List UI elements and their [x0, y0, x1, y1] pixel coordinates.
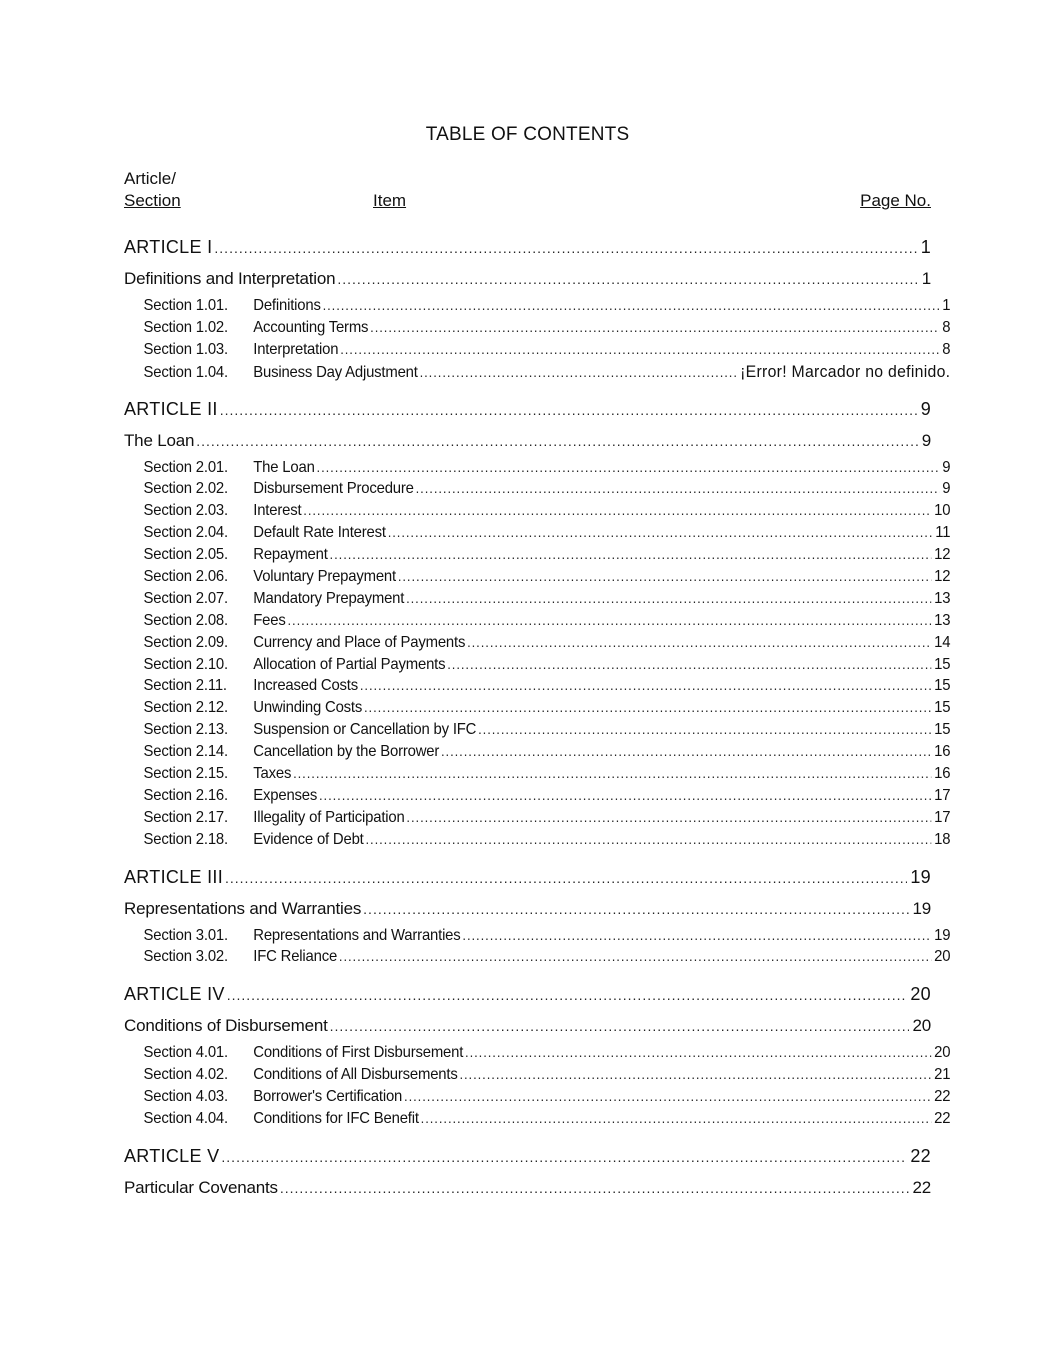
toc-page-number: 22: [910, 1145, 931, 1166]
toc-dot-leader: [404, 1086, 931, 1108]
toc-section-title: Conditions of All Disbursements: [253, 1066, 458, 1084]
toc-section-entry[interactable]: [124, 295, 950, 317]
column-header-page-no: Page No.: [860, 191, 931, 210]
toc-dot-leader: [467, 632, 931, 654]
toc-dot-leader: [280, 1172, 910, 1204]
toc-dot-leader: [330, 1010, 910, 1042]
toc-article-entry[interactable]: [124, 393, 931, 425]
toc-dot-leader: [465, 1042, 931, 1064]
toc-page-number: 1: [920, 237, 931, 257]
toc-section-entry[interactable]: [124, 1108, 950, 1130]
toc-dot-leader: [303, 500, 931, 522]
toc-section-entry[interactable]: [124, 632, 950, 654]
toc-section-title: Interest: [253, 502, 302, 520]
toc-dot-leader: [406, 807, 931, 829]
toc-section-title: Allocation of Partial Payments: [253, 655, 446, 673]
toc-page-number: 9: [920, 398, 931, 419]
toc-section-number: Section 4.04.: [143, 1110, 228, 1128]
toc-dot-leader: [398, 566, 932, 588]
toc-dot-leader: [196, 425, 918, 457]
toc-section-number: Section 2.02.: [143, 480, 228, 498]
toc-page-number: 16: [934, 743, 951, 761]
toc-section-title: Unwinding Costs: [253, 699, 363, 717]
toc-dot-leader: [323, 295, 940, 317]
toc-dot-leader: [364, 697, 931, 719]
toc-section-number: Section 2.08.: [143, 611, 228, 629]
toc-dot-leader: [441, 741, 931, 763]
toc-page-number: 1: [942, 297, 951, 314]
toc-page-number: 20: [910, 984, 931, 1005]
toc-section-number: Section 2.18.: [143, 830, 228, 848]
column-header-item: Item: [373, 191, 407, 210]
column-header-article: Article/: [124, 169, 176, 188]
toc-section-number: Section 2.14.: [143, 743, 228, 761]
table-of-contents: [124, 231, 951, 1204]
toc-section-entry[interactable]: [124, 522, 950, 544]
toc-dot-leader: [221, 1141, 907, 1172]
toc-dot-leader: [370, 317, 939, 339]
toc-section-entry[interactable]: [124, 829, 950, 851]
toc-section-number: Section 2.04.: [143, 524, 228, 542]
toc-section-title: Default Rate Interest: [253, 524, 386, 542]
toc-section-entry[interactable]: [124, 478, 950, 500]
toc-section-entry[interactable]: [124, 317, 950, 339]
toc-dot-leader: [447, 654, 931, 676]
toc-section-title: Illegality of Participation: [253, 808, 405, 826]
toc-section-title: Voluntary Prepayment: [253, 568, 396, 586]
toc-page-number: 1: [921, 269, 931, 288]
toc-section-number: Section 4.03.: [143, 1088, 228, 1106]
toc-article-heading: Representations and Warranties: [124, 898, 362, 918]
toc-section-title: Business Day Adjustment: [253, 363, 418, 381]
toc-section-number: Section 2.15.: [143, 765, 228, 783]
toc-section-title: IFC Reliance: [253, 948, 338, 966]
toc-dot-leader: [340, 339, 939, 361]
toc-article-entry[interactable]: [124, 1140, 931, 1172]
toc-section-number: Section 2.06.: [143, 568, 228, 586]
toc-section-number: Section 2.12.: [143, 699, 228, 717]
toc-page-number: 8: [942, 318, 951, 336]
toc-page-number: 17: [934, 808, 951, 826]
toc-section-number: Section 2.07.: [143, 589, 228, 607]
toc-article-heading-entry[interactable]: [124, 425, 931, 457]
toc-section-number: Section 2.05.: [143, 546, 228, 564]
toc-dot-leader: [220, 394, 918, 425]
toc-dot-leader: [214, 232, 917, 263]
page-title: TABLE OF CONTENTS: [425, 124, 630, 145]
toc-dot-leader: [459, 1064, 931, 1086]
toc-dot-leader: [339, 946, 931, 968]
toc-section-number: Section 4.01.: [143, 1044, 228, 1062]
toc-section-entry[interactable]: [124, 654, 950, 676]
toc-page-number: 9: [921, 430, 931, 450]
toc-section-entry[interactable]: [124, 1086, 950, 1108]
toc-article-entry[interactable]: [124, 978, 931, 1010]
toc-page-number: 13: [934, 611, 951, 629]
toc-section-title: Interpretation: [253, 340, 339, 358]
toc-section-entry[interactable]: [124, 807, 950, 829]
toc-section-entry[interactable]: [124, 675, 950, 697]
toc-dot-leader: [317, 457, 940, 479]
toc-page-number: 9: [942, 458, 951, 476]
toc-section-entry[interactable]: [124, 785, 950, 807]
toc-page-number: 22: [912, 1177, 931, 1197]
toc-section-title: Currency and Place of Payments: [253, 633, 466, 651]
toc-page-number: 21: [934, 1066, 951, 1084]
toc-section-entry[interactable]: [124, 500, 950, 522]
toc-page-number: 9: [942, 480, 951, 498]
toc-dot-leader: [337, 263, 918, 295]
toc-section-number: Section 2.03.: [143, 502, 228, 520]
toc-dot-leader: [478, 719, 931, 741]
toc-section-number: Section 2.09.: [143, 633, 228, 651]
toc-dot-leader: [462, 925, 931, 947]
toc-dot-leader: [293, 763, 931, 785]
toc-dot-leader: [421, 1108, 932, 1130]
toc-section-title: Representations and Warranties: [253, 926, 461, 944]
toc-page-number: 15: [934, 721, 951, 739]
toc-article-label: ARTICLE III: [124, 866, 223, 887]
toc-section-number: Section 2.17.: [143, 808, 228, 826]
toc-page-number: 20: [934, 948, 951, 966]
toc-page-number: 15: [934, 699, 951, 717]
toc-section-entry[interactable]: [124, 566, 950, 588]
toc-section-number: Section 2.13.: [143, 721, 228, 739]
toc-page-number: 14: [934, 633, 951, 651]
toc-page-number: 22: [934, 1110, 951, 1128]
toc-dot-leader: [420, 362, 738, 383]
toc-section-entry[interactable]: [124, 544, 950, 566]
toc-page-number: 20: [912, 1016, 931, 1036]
toc-dot-leader: [388, 522, 933, 544]
toc-section-entry[interactable]: [124, 457, 950, 479]
toc-page-number: 15: [934, 677, 951, 695]
toc-page-number: 19: [910, 866, 931, 887]
toc-page-number: 19: [912, 898, 931, 918]
toc-page-number: 20: [934, 1044, 951, 1062]
column-header-section: Section: [124, 191, 181, 210]
toc-article-entry[interactable]: [124, 231, 931, 263]
toc-section-number: Section 3.01.: [143, 926, 228, 944]
toc-dot-leader: [363, 893, 909, 925]
toc-dot-leader: [225, 862, 907, 893]
toc-section-title: Borrower's Certification: [253, 1088, 403, 1106]
toc-section-entry[interactable]: [124, 1064, 950, 1086]
toc-section-number: Section 1.04.: [143, 363, 228, 381]
toc-section-number: Section 2.01.: [143, 458, 228, 476]
toc-section-entry[interactable]: [124, 741, 950, 763]
toc-section-number: Section 1.03.: [143, 340, 228, 358]
toc-dot-leader: [330, 544, 932, 566]
toc-page-number: 17: [934, 786, 951, 804]
toc-page-number: 13: [934, 589, 951, 607]
toc-page-number: 12: [934, 568, 951, 586]
toc-article-label: ARTICLE IV: [124, 984, 225, 1005]
toc-dot-leader: [406, 588, 931, 610]
toc-article-heading-entry[interactable]: [124, 263, 931, 295]
toc-section-title: The Loan: [253, 458, 315, 476]
toc-section-title: Evidence of Debt: [253, 830, 364, 848]
toc-article-heading-entry[interactable]: [124, 1172, 931, 1204]
toc-section-entry[interactable]: [124, 1042, 950, 1064]
toc-article-heading: The Loan: [124, 430, 195, 450]
toc-article-label: ARTICLE II: [124, 398, 218, 419]
toc-section-title: Taxes: [253, 765, 292, 783]
toc-section-number: Section 2.16.: [143, 786, 228, 804]
toc-section-title: Fees: [253, 611, 286, 629]
toc-article-heading-entry[interactable]: [124, 893, 931, 925]
toc-page-number: 16: [934, 765, 951, 783]
toc-dot-leader: [227, 979, 908, 1010]
toc-page-number: 15: [934, 655, 951, 673]
toc-section-number: Section 3.02.: [143, 948, 228, 966]
toc-section-title: Expenses: [253, 786, 318, 804]
toc-section-number: Section 2.10.: [143, 655, 228, 673]
toc-dot-leader: [319, 785, 931, 807]
toc-section-entry[interactable]: [124, 610, 950, 632]
toc-section-title: Repayment: [253, 546, 328, 564]
toc-page-number: 19: [934, 926, 951, 944]
toc-section-entry[interactable]: [124, 339, 950, 361]
toc-section-title: Definitions: [253, 297, 321, 314]
toc-section-number: Section 1.01.: [143, 297, 228, 314]
toc-article-label: ARTICLE I: [124, 237, 213, 257]
toc-section-title: Mandatory Prepayment: [253, 589, 405, 607]
toc-page-number: 8: [942, 340, 951, 358]
toc-section-entry[interactable]: [124, 697, 950, 719]
toc-section-title: Suspension or Cancellation by IFC: [253, 721, 477, 739]
toc-article-entry[interactable]: [124, 861, 931, 893]
toc-article-heading: Conditions of Disbursement: [124, 1016, 328, 1036]
toc-section-number: Section 1.02.: [143, 318, 228, 336]
toc-section-title: Conditions of First Disbursement: [253, 1044, 464, 1062]
toc-section-entry[interactable]: [124, 588, 950, 610]
toc-page-number: 18: [934, 830, 951, 848]
toc-article-heading: Definitions and Interpretation: [124, 269, 336, 288]
toc-section-entry[interactable]: [124, 946, 950, 968]
toc-section-number: Section 4.02.: [143, 1066, 228, 1084]
toc-page-number: 10: [934, 502, 951, 520]
toc-section-title: Increased Costs: [253, 677, 359, 695]
toc-page-number: 11: [935, 524, 951, 542]
toc-section-number: Section 2.11.: [143, 677, 227, 695]
toc-page-error-text: ¡Error! Marcador no definido.: [740, 361, 951, 381]
toc-section-entry[interactable]: [124, 925, 950, 947]
toc-dot-leader: [416, 478, 940, 500]
toc-page-number: 12: [934, 546, 951, 564]
toc-section-entry[interactable]: [124, 719, 950, 741]
toc-page-number: 22: [934, 1088, 951, 1106]
toc-section-title: Accounting Terms: [253, 318, 369, 336]
toc-dot-leader: [360, 675, 931, 697]
toc-article-heading: Particular Covenants: [124, 1177, 278, 1197]
toc-section-entry[interactable]: [124, 763, 950, 785]
toc-section-title: Conditions for IFC Benefit: [253, 1110, 419, 1128]
toc-dot-leader: [287, 610, 931, 632]
toc-dot-leader: [365, 829, 931, 851]
toc-article-label: ARTICLE V: [124, 1145, 220, 1166]
toc-section-title: Cancellation by the Borrower: [253, 743, 440, 761]
toc-section-entry[interactable]: [124, 361, 950, 383]
toc-article-heading-entry[interactable]: [124, 1010, 931, 1042]
toc-section-title: Disbursement Procedure: [253, 480, 414, 498]
